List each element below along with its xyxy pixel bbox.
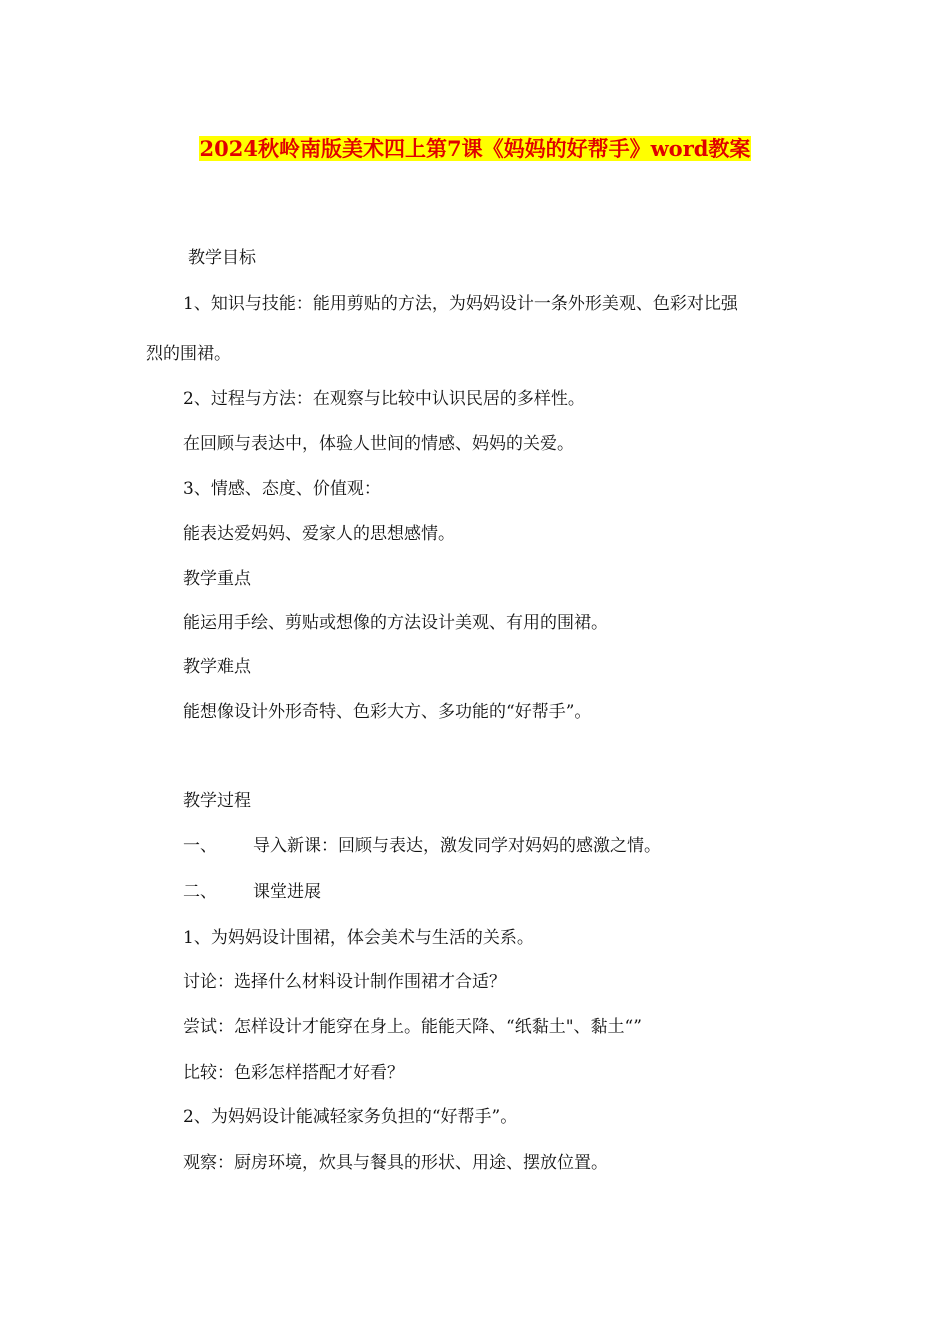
paragraph-4: 比较：色彩怎样搭配才好看？	[183, 1063, 404, 1083]
goal-1-line-2: 烈的围裙。	[146, 344, 231, 364]
goal-2-detail: 在回顾与表达中，体验人世间的情感、妈妈的关爱。	[183, 434, 574, 454]
paragraph-2: 讨论：选择什么材料设计制作围裙才合适？	[183, 972, 506, 992]
difficulties-heading: 教学难点	[183, 657, 251, 677]
key-points-heading: 教学重点	[183, 569, 251, 589]
step-2-text: 课堂进展	[253, 882, 321, 902]
goals-heading: 教学目标	[188, 248, 256, 268]
goal-2: 2、过程与方法：在观察与比较中认识民居的多样性。	[183, 389, 585, 409]
process-heading: 教学过程	[183, 791, 251, 811]
goal-3-detail: 能表达爱妈妈、爱家人的思想感情。	[183, 524, 455, 544]
goal-1-line-1: 1、知识与技能：能用剪贴的方法，为妈妈设计一条外形美观、色彩对比强	[183, 294, 738, 314]
step-1-text: 导入新课：回顾与表达，激发同学对妈妈的感激之情。	[253, 836, 661, 856]
document-title	[0, 134, 950, 164]
key-points-text: 能运用手绘、剪贴或想像的方法设计美观、有用的围裙。	[183, 613, 608, 633]
paragraph-3: 尝试：怎样设计才能穿在身上。能能天降、“纸黏土"、黏土“”	[183, 1017, 642, 1037]
step-1-number: 一、	[183, 836, 217, 856]
difficulties-text: 能想像设计外形奇特、色彩大方、多功能的“好帮手”。	[183, 702, 592, 722]
process-step-2	[183, 880, 321, 904]
goal-3: 3、情感、态度、价值观：	[183, 479, 381, 499]
process-step-1	[183, 834, 661, 858]
document-title-text: 2024秋岭南版美术四上第7课《妈妈的好帮手》word教案	[199, 136, 751, 161]
paragraph-6: 观察：厨房环境，炊具与餐具的形状、用途、摆放位置。	[183, 1153, 608, 1173]
paragraph-5: 2、为妈妈设计能减轻家务负担的“好帮手”。	[183, 1107, 518, 1127]
step-2-number: 二、	[183, 882, 217, 902]
paragraph-1: 1、为妈妈设计围裙，体会美术与生活的关系。	[183, 928, 534, 948]
